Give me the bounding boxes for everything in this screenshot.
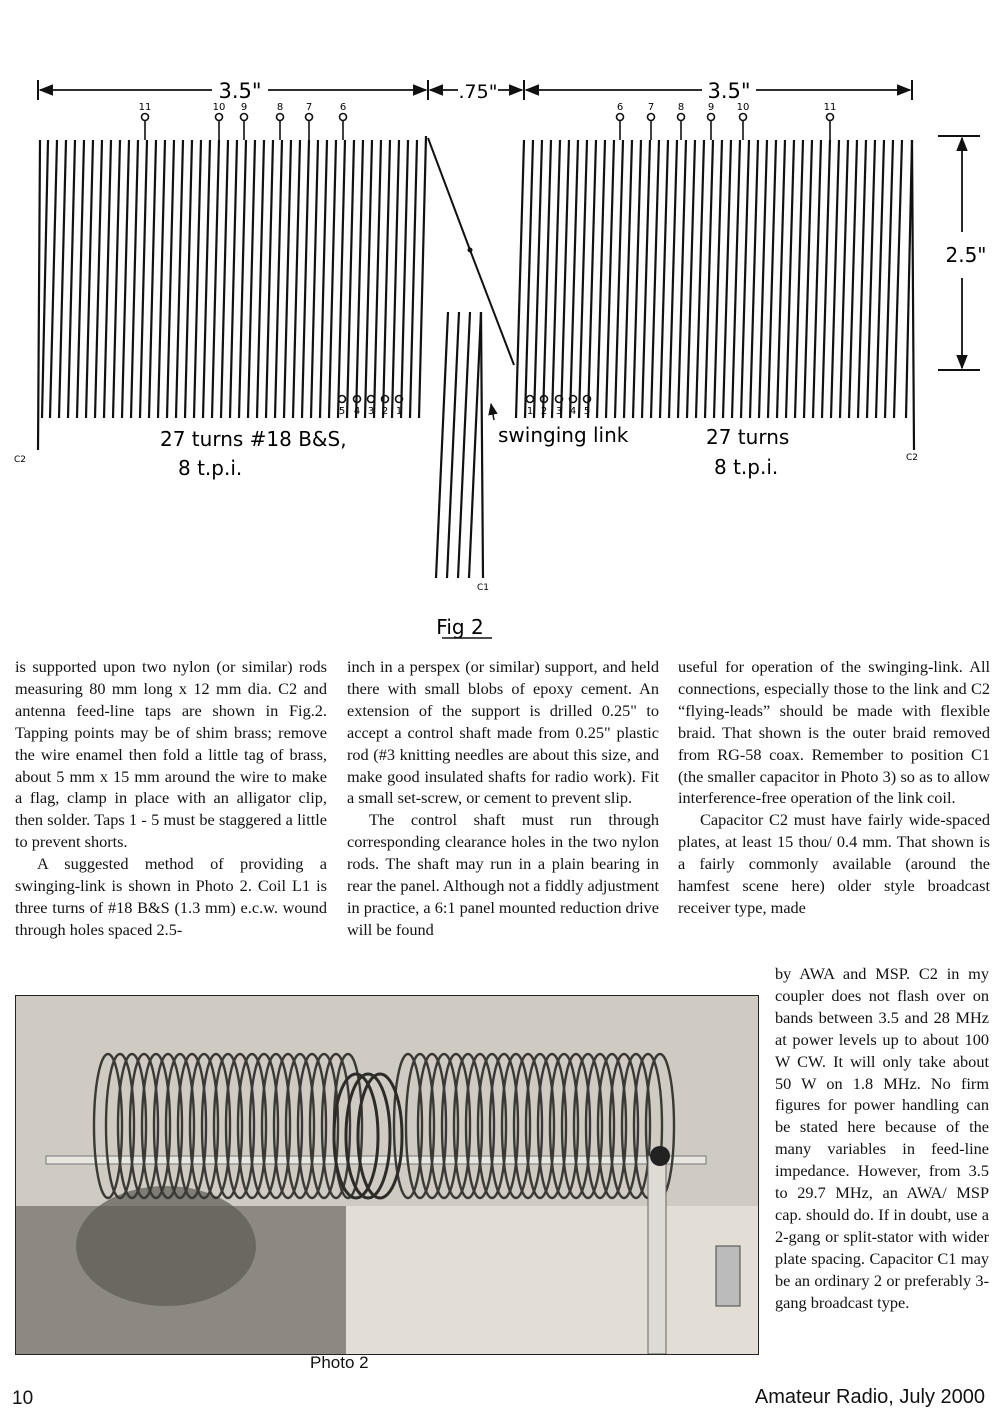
tap-label: 1 [526,406,534,417]
figure-caption: Fig 2 [436,615,484,639]
dim-left-label: 3.5" [218,79,262,103]
left-coil-note-line2: 8 t.p.i. [178,456,243,480]
tap-label: 10 [736,102,750,113]
right-coil-note-line1: 27 turns [706,425,790,449]
left-coil [38,136,426,450]
tap-label: 2 [540,406,548,417]
photo-illustration [16,996,758,1354]
paragraph: A suggested method of providing a swinging-link is shown in Photo 2. Coil L1 is three turns of #18 B&S (1.3 mm) e.c.w. wound through holes spaced 2.5- [15,854,327,939]
page-number: 10 [12,1388,34,1409]
swinging-link-label: swinging link [498,423,629,447]
paragraph: inch in a perspex (or similar) support, and held there with small blobs of epoxy cement. An extension of the support is drilled 0.25" to accept a control shaft made from 0.25" plastic rod (#3 knitting needles are about this size, and make good insulated shafts for radio work). Fit a small set-screw, or cement to prevent slip. [347,657,659,808]
c1-label: C1 [477,583,490,593]
tap-label: 5 [583,406,591,417]
tap-label: 10 [212,102,226,113]
tap-label: 3 [555,406,563,417]
article-column-3-continued [775,963,989,1314]
tap-label: 6 [339,102,347,113]
dim-height-label: 2.5" [945,243,987,267]
c2-left-label: C2 [14,455,27,465]
paragraph: useful for operation of the swinging-link. All connections, especially those to the link and C2 “flying-leads” should be made with flexible braid. That shown is the outer braid removed from RG-58 coax. Remember to position C1 (the smaller capacitor in Photo 3) so as to allow interference-free operation of the link coil. [678,657,990,808]
dimension-gap [430,80,524,103]
tap-label: 9 [240,102,248,113]
paragraph: Capacitor C2 must have fairly wide-spaced plates, at least 15 thou/ 0.4 mm. That shown is a fairly commonly available (around the hamfest scene here) older style broadcast receiver type, made [678,810,990,917]
tap-label: 3 [367,406,375,417]
left-coil-note-line1: 27 turns #18 B&S, [160,427,347,451]
article-column-3 [678,656,990,919]
swinging-link-coil [436,312,483,578]
tap-label: 8 [276,102,284,113]
c2-right-label: C2 [906,453,919,463]
tap-label: 2 [381,406,389,417]
tap-label: 11 [823,102,837,113]
dim-right-label: 3.5" [707,79,751,103]
tap-label: 1 [395,406,403,417]
fig2-coil-diagram [0,0,1000,650]
tap-label: 6 [616,102,624,113]
dimension-right [526,79,912,103]
article-column-2 [347,656,659,941]
tap-label: 5 [338,406,346,417]
dim-gap-label: .75" [458,81,498,103]
paragraph: is supported upon two nylon (or similar) rods measuring 80 mm long x 12 mm dia. C2 and antenna feed-line taps are shown in Fig.2. Tapping points may be of shim brass; remove the wire enamel then fold a little tag of brass, about 5 mm x 15 mm around the wire to make a flag, clamp in place with an alligator clip, then solder. Taps 1 - 5 must be staggered a little to prevent shorts. [15,657,327,852]
tap-label: 7 [305,102,313,113]
article-column-1 [15,656,327,941]
paragraph: The control shaft must run through corresponding clearance holes in the two nylon rods. The shaft may run in a plain bearing in rear the panel. Although not a fiddly adjustment in practice, a 6:1 panel mounted reduction drive will be found [347,810,659,939]
right-coil [516,140,914,450]
paragraph: by AWA and MSP. C2 in my coupler does not flash over on bands between 3.5 and 28 MHz at power levels up to about 100 W CW. It will only take about 50 W on 1.8 MHz. No firm figures for power handling can be stated here because of the many variables in feed-line impedance. However, from 3.5 to 29.7 MHz, an AWA/ MSP cap. should do. If in doubt, use a 2-gang or split-stator with wider plate spacing. Capacitor C1 may be an ordinary 2 or preferably 3-gang broadcast type. [775,964,989,1312]
tap-label: 9 [707,102,715,113]
tap-label: 7 [647,102,655,113]
photo-caption: Photo 2 [310,1353,369,1372]
dimension-left [38,79,428,103]
magazine-footer-title: Amateur Radio, July 2000 [754,1386,985,1408]
tap-label: 4 [353,406,361,417]
tap-label: 11 [138,102,152,113]
tap-label: 4 [569,406,577,417]
photo-2-coil-assembly [15,995,759,1355]
tap-label: 8 [677,102,685,113]
dimension-height [938,136,987,370]
right-coil-note-line2: 8 t.p.i. [714,455,779,479]
